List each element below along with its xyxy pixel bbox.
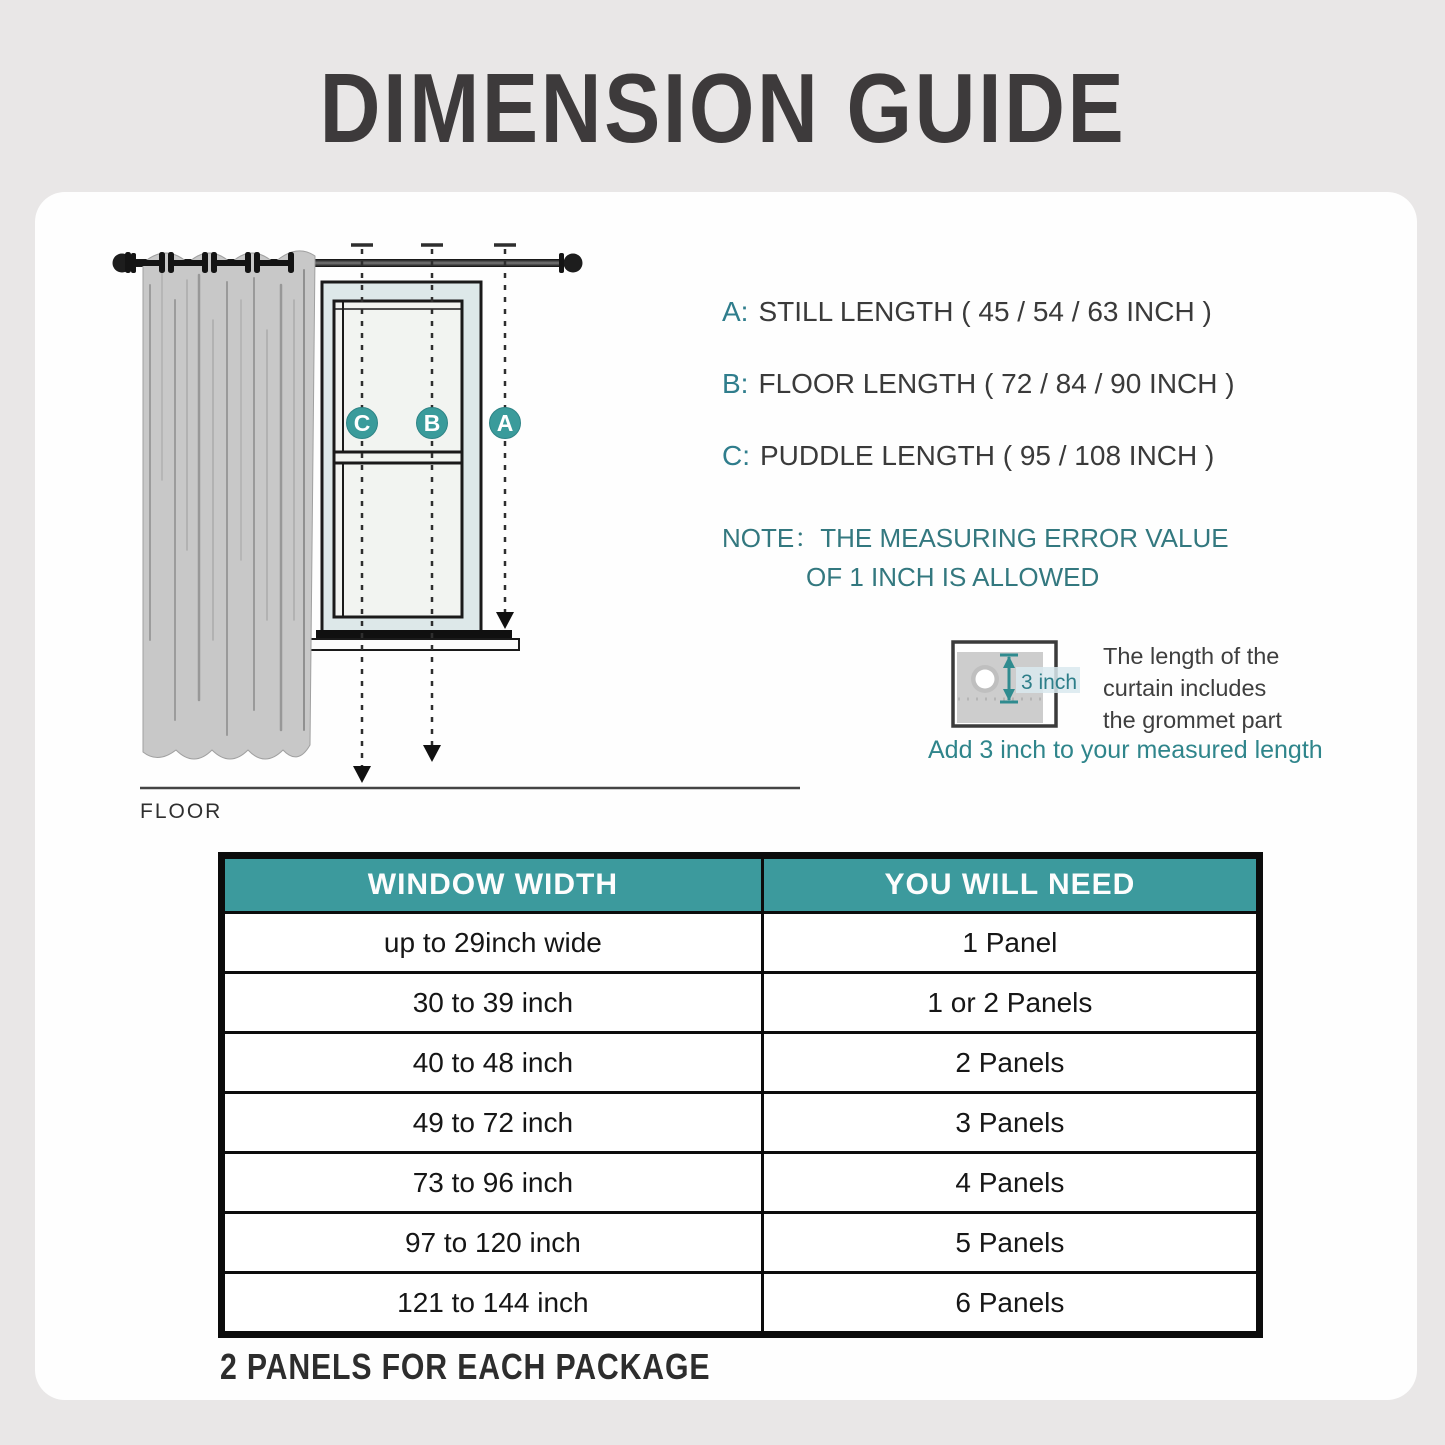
window-width-cell: 30 to 39 inch xyxy=(222,973,763,1033)
grommet-description xyxy=(1103,640,1282,736)
table-header-window-width: WINDOW WIDTH xyxy=(222,856,763,913)
note-line-1 xyxy=(722,518,1229,555)
note-text-1: THE MEASURING ERROR VALUE xyxy=(820,523,1229,553)
table-row xyxy=(222,913,1260,973)
floor-label: FLOOR xyxy=(140,800,223,823)
spec-line-a xyxy=(722,296,1212,328)
badge-letter-a: A xyxy=(496,410,514,436)
badge-letter-b: B xyxy=(423,410,441,436)
spec-prefix-a: A: xyxy=(722,296,749,327)
badge-letter-c: C xyxy=(353,410,371,436)
table-row xyxy=(222,1213,1260,1273)
grommet-description-line: the grommet part xyxy=(1103,707,1282,733)
window-width-cell: 49 to 72 inch xyxy=(222,1093,763,1153)
grommet-description-line: curtain includes xyxy=(1103,675,1267,701)
panels-needed-cell: 3 Panels xyxy=(762,1093,1259,1153)
spec-prefix-c: C: xyxy=(722,440,750,471)
table-row xyxy=(222,973,1260,1033)
table-row xyxy=(222,1273,1260,1335)
measure-badges xyxy=(347,408,521,439)
panels-needed-cell: 1 Panel xyxy=(762,913,1259,973)
window-sill xyxy=(316,630,512,639)
grommet-diagram xyxy=(945,635,1095,735)
spec-text-a: STILL LENGTH ( 45 / 54 / 63 INCH ) xyxy=(758,296,1212,327)
window-width-cell: 121 to 144 inch xyxy=(222,1273,763,1335)
curtain-panel xyxy=(143,251,315,759)
panels-needed-cell: 5 Panels xyxy=(762,1213,1259,1273)
spec-text-b: FLOOR LENGTH ( 72 / 84 / 90 INCH ) xyxy=(758,368,1235,399)
table-header-you-will-need: YOU WILL NEED xyxy=(762,856,1259,913)
spec-text-c: PUDDLE LENGTH ( 95 / 108 INCH ) xyxy=(760,440,1215,471)
table-row xyxy=(222,1093,1260,1153)
page-title xyxy=(0,52,1445,165)
table-row xyxy=(222,1033,1260,1093)
panels-needed-cell: 1 or 2 Panels xyxy=(762,973,1259,1033)
panels-needed-cell: 4 Panels xyxy=(762,1153,1259,1213)
spec-line-c xyxy=(722,440,1214,472)
spec-prefix-b: B: xyxy=(722,368,749,399)
window-width-cell: 73 to 96 inch xyxy=(222,1153,763,1213)
panels-table xyxy=(218,852,1263,1338)
note-line-2: OF 1 INCH IS ALLOWED xyxy=(806,562,1100,592)
window-width-cell: 97 to 120 inch xyxy=(222,1213,763,1273)
spec-line-b xyxy=(722,368,1235,400)
note-prefix: NOTE： xyxy=(722,523,821,553)
page-title-text: DIMENSION GUIDE xyxy=(319,53,1126,163)
package-note: 2 PANELS FOR EACH PACKAGE xyxy=(220,1346,711,1387)
panels-needed-cell: 6 Panels xyxy=(762,1273,1259,1335)
grommet-measure-label: 3 inch xyxy=(1021,671,1078,694)
table-row xyxy=(222,1153,1260,1213)
panels-needed-cell: 2 Panels xyxy=(762,1033,1259,1093)
grommet-tip: Add 3 inch to your measured length xyxy=(928,736,1323,764)
window-illustration xyxy=(303,282,519,650)
window-width-cell: 40 to 48 inch xyxy=(222,1033,763,1093)
window-width-cell: up to 29inch wide xyxy=(222,913,763,973)
grommet-description-line: The length of the xyxy=(1103,643,1280,669)
